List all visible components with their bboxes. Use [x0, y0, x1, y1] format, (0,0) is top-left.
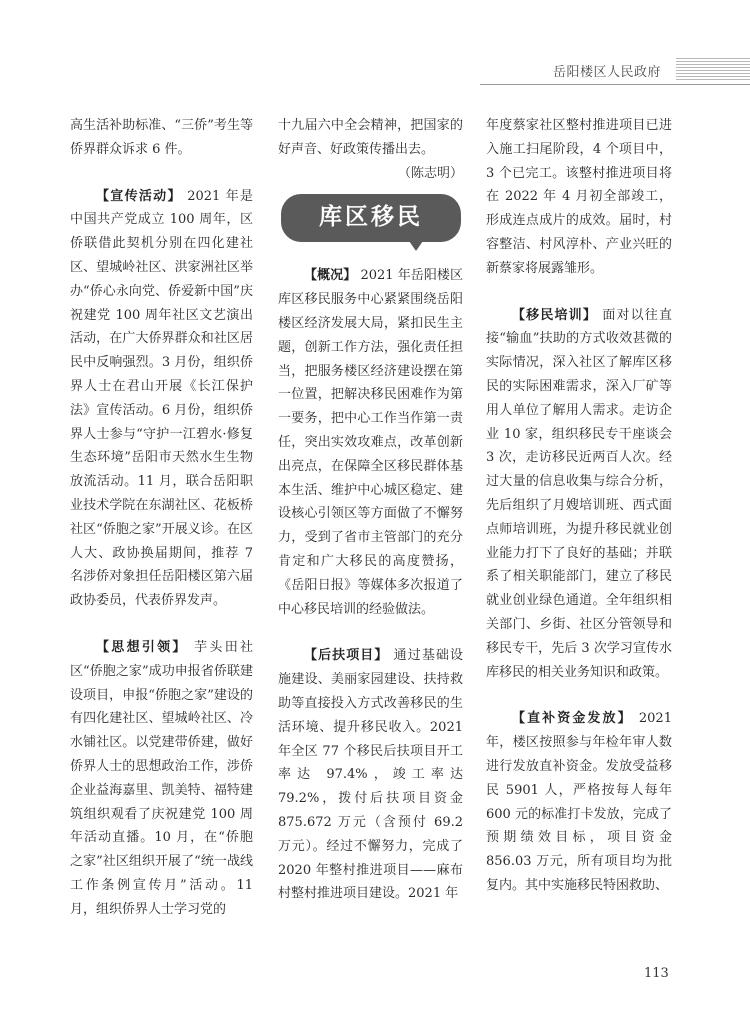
- section-keyword: 【思想引领】: [96, 639, 188, 655]
- paragraph-continued: 年度蔡家社区整村推进项目已进入施工扫尾阶段，4 个项目中，3 个已完工。该整村推进项目将在 2022 年 4 月初全部竣工，形成连点成片的成效。届时，村容整洁、村风淳朴、产业兴旺的新蔡家将展露雏形。: [486, 118, 672, 276]
- column-1: [70, 114, 253, 945]
- section-keyword: 【移民培训】: [512, 307, 597, 323]
- paragraph-ideology: [70, 636, 253, 922]
- paragraph-direct-subsidy: [486, 707, 672, 897]
- section-keyword: 【后扶项目】: [304, 648, 389, 664]
- author-signature: （陈志明）: [397, 165, 463, 181]
- header-rule: [480, 84, 750, 85]
- paragraph-continued: 十九届六中全会精神，把国家的好声音、好政策传播出去。: [278, 118, 463, 157]
- column-3: [486, 114, 672, 921]
- paragraph-training: [486, 304, 672, 685]
- paragraph-text: 2021 年，楼区按照参与年检年审人数进行发放直补资金。发放受益移民 5901 人，严格按每人每年 600 元的标准打卡发放，完成了预期绩效目标，项目资金 856.03 万元，所有项目均为批复内。其中实施移民特困救助、: [486, 711, 672, 893]
- paragraph-text: 2021 年是中国共产党成立 100 周年，区侨联借此契机分别在四化建社区、望城岭社区、洪家洲社区举办“侨心永向党、侨爱新中国”庆祝建党 100 周年社区文艺演出活动，在广大侨界群众和社区居民中反响强烈。3 月份，组织侨界人士在君山开展《长江保护法》宣传活动。6 月份，组织侨界人士参与“守护一江碧水·修复生态环境”岳阳市天然水生生物放流活动。11 月，联合岳阳职业技术学院在东湖社区、花板桥社区“侨胞之家”开展义诊。在区人大、政协换届期间，推荐 7 名涉侨对象担任岳阳楼区第六届政协委员，代表侨界发声。: [70, 188, 254, 609]
- paragraph-overview: [278, 264, 463, 621]
- section-keyword: 【概况】: [304, 268, 357, 284]
- header-title: 岳阳楼区人民政府: [553, 65, 662, 80]
- section-keyword: 【直补资金发放】: [512, 711, 633, 727]
- paragraph-publicity: [70, 185, 253, 613]
- paragraph-text: 芋头田社区“侨胞之家”成功申报省侨联建设项目，申报“侨胞之家”建设的有四化建社区、望城岭社区、冷水铺社区。以党建带侨建，做好侨界人士的思想政治工作，涉侨企业益海嘉里、凯美特、福特建筑组织观看了庆祝建党 100 周年活动直播。10 月，在“侨胞之家”社区组织开展了“统一战线工作条例宣传月”活动。11 月，组织侨界人士学习党的: [70, 639, 253, 917]
- paragraph-text: 2021 年岳阳楼区库区移民服务中心紧紧围绕岳阳楼区经济发展大局，紧扣民生主题，创新工作方法，强化责任担当，把服务楼区经济建设摆在第一位置，把解决移民困难作为第一要务，把中心工作当作第一责任，突出实效攻难点，改革创新出亮点，在保障全区移民群体基本生活、维护中心城区稳定、建设核心引领区等方面做了不懈努力，受到了省市主管部门的充分肯定和广大移民的高度赞扬，《岳阳日报》等媒体多次报道了中心移民培训的经验做法。: [278, 268, 463, 617]
- section-keyword: 【宣传活动】: [96, 188, 182, 204]
- column-2: [278, 114, 463, 929]
- paragraph-text: 通过基础设施建设、美丽家园建设、扶持救助等直接投入方式改善移民的生活环境、提升移民收入。2021 年全区 77 个移民后扶项目开工率达 97.4%，竣工率达 79.2%，拨付后扶项目资金 875.672 万元（含预付 69.2 万元）。经过不懈努力，完成了 2020 年整村推进项目——麻布村整村推进项目建设。2021 年: [278, 648, 463, 902]
- paragraph-support-projects: [278, 644, 463, 906]
- paragraph-continued: 高生活补助标准、“三侨”考生等侨界群众诉求 6 件。: [70, 118, 253, 157]
- section-title-banner: 库区移民: [281, 194, 461, 242]
- running-header: [0, 58, 750, 88]
- paragraph-text: 面对以往直接“输血”扶助的方式收效甚微的实际情况，深入社区了解库区移民的实际困难需求，深入厂矿等用人单位了解用人需求。走访企业 10 家，组织移民专干座谈会 3 次，走访移民近两百人次。经过大量的信息收集与综合分析，先后组织了月嫂培训班、西式面点师培训班，为提升移民就业创业能力打下了良好的基础；并联系了相关职能部门，建立了移民就业创业绿色通道。全年组织相关部门、乡街、社区分管领导和移民专干，先后 3 次学习宣传水库移民的相关业务知识和政策。: [486, 307, 672, 680]
- page-number: 113: [644, 966, 669, 981]
- header-decoration-lines: [676, 58, 750, 80]
